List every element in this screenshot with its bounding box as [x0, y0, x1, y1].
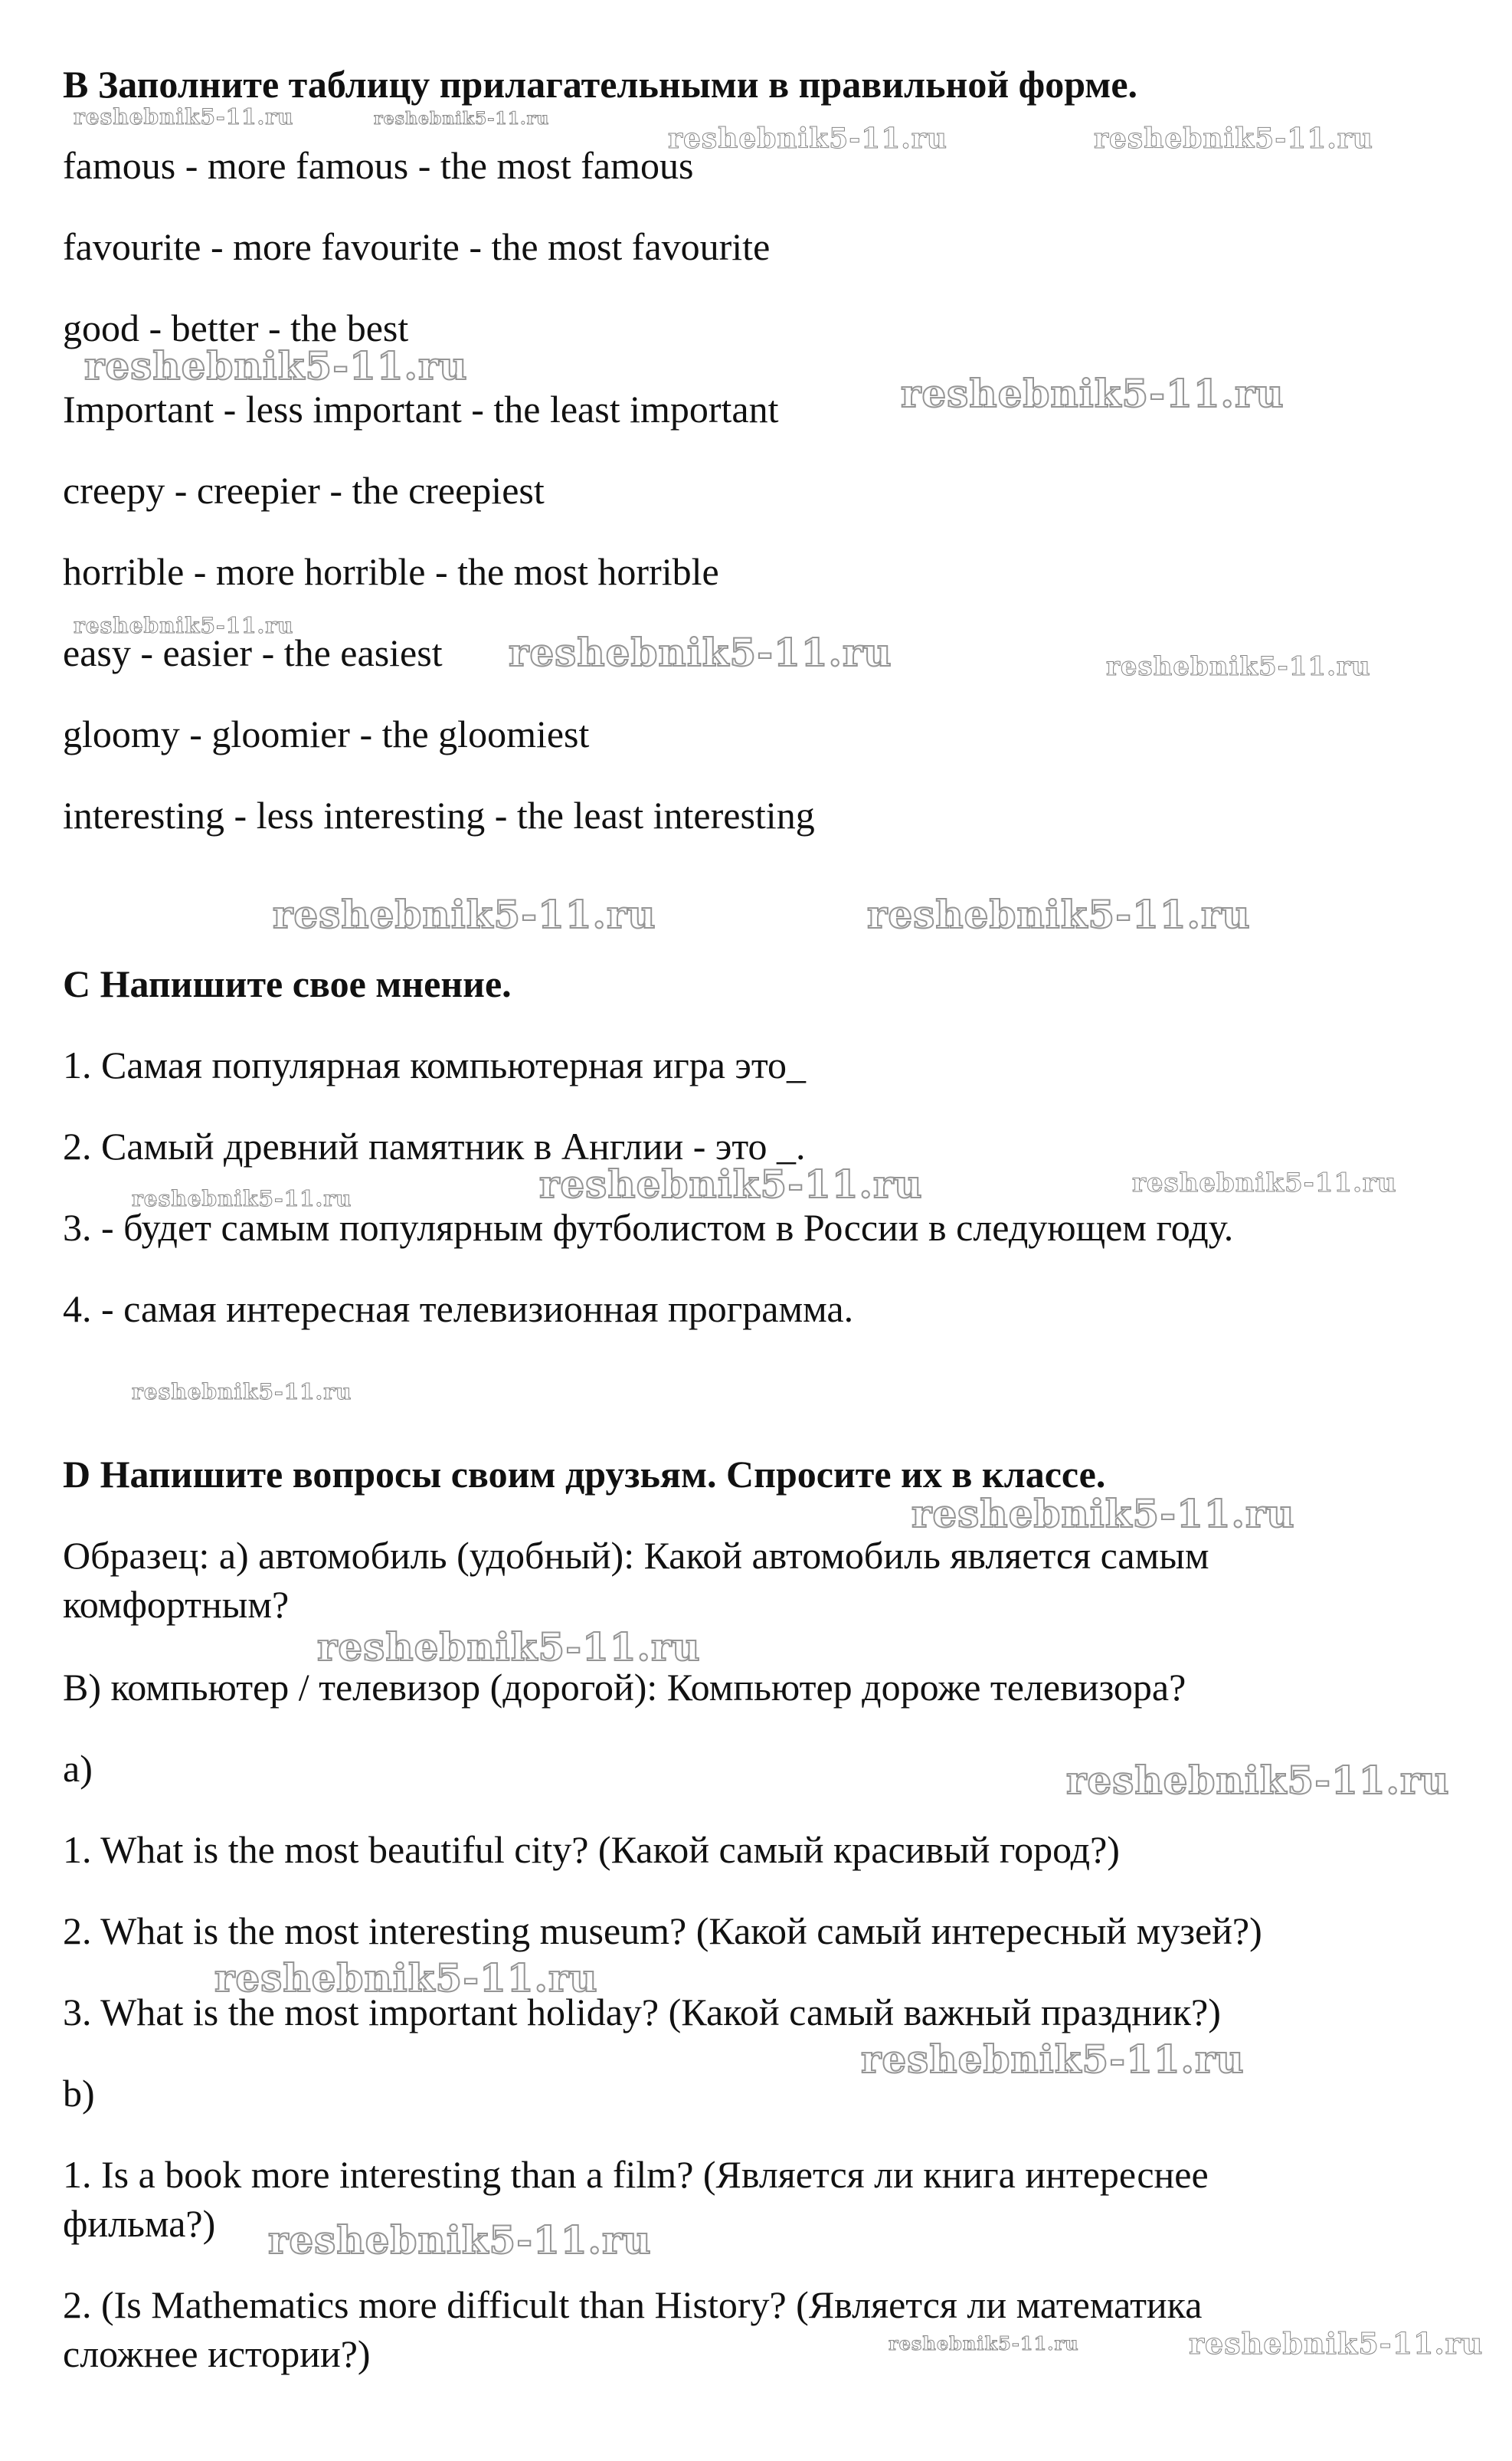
- list-item: 1. Самая популярная компьютерная игра это_: [63, 1044, 807, 1086]
- watermark: reshebnik5-11.ru: [84, 343, 468, 388]
- watermark: reshebnik5-11.ru: [268, 2217, 652, 2263]
- part-a-label: a): [63, 1747, 93, 1790]
- list-item: interesting - less interesting - the least interesting: [63, 794, 815, 837]
- watermark: reshebnik5-11.ru: [1066, 1758, 1450, 1803]
- list-item: Important - less important - the least important: [63, 388, 779, 431]
- part-b-label: b): [63, 2072, 95, 2115]
- watermark: reshebnik5-11.ru: [132, 1379, 352, 1404]
- watermark: reshebnik5-11.ru: [901, 371, 1285, 416]
- watermark: reshebnik5-11.ru: [668, 123, 947, 155]
- section-b-heading: B Заполните таблицу прилагательными в правильной форме.: [63, 63, 1138, 106]
- sample-line: Образец: а) автомобиль (удобный): Какой автомобиль является самым: [63, 1534, 1209, 1577]
- list-item: 1. Is a book more interesting than a film? (Является ли книга интереснее: [63, 2153, 1209, 2196]
- list-item: gloomy - gloomier - the gloomiest: [63, 713, 590, 755]
- section-d-heading: D Напишите вопросы своим друзьям. Спросите их в классе.: [63, 1453, 1106, 1496]
- watermark: reshebnik5-11.ru: [539, 1162, 923, 1207]
- watermark: reshebnik5-11.ru: [273, 892, 656, 937]
- list-item: сложнее истории?): [63, 2332, 371, 2375]
- list-item: good - better - the best: [63, 306, 409, 349]
- list-item: creepy - creepier - the creepiest: [63, 469, 545, 512]
- sample-line: комфортным?: [63, 1583, 290, 1626]
- watermark: reshebnik5-11.ru: [132, 1186, 352, 1211]
- section-c-heading: C Напишите свое мнение.: [63, 962, 512, 1005]
- watermark: reshebnik5-11.ru: [74, 104, 294, 129]
- list-item: 2. Самый древний памятник в Англии - это _.: [63, 1125, 806, 1168]
- list-item: 2. What is the most interesting museum? (Какой самый интересный музей?): [63, 1909, 1262, 1952]
- watermark: reshebnik5-11.ru: [867, 892, 1251, 937]
- watermark: reshebnik5-11.ru: [1189, 2326, 1484, 2361]
- list-item: 3. - будет самым популярным футболистом в России в следующем году.: [63, 1206, 1234, 1249]
- watermark: reshebnik5-11.ru: [889, 2332, 1079, 2354]
- watermark: reshebnik5-11.ru: [1106, 651, 1371, 682]
- list-item: famous - more famous - the most famous: [63, 144, 694, 187]
- watermark: reshebnik5-11.ru: [911, 1491, 1295, 1536]
- list-item: фильма?): [63, 2202, 216, 2245]
- watermark: reshebnik5-11.ru: [1132, 1168, 1397, 1198]
- sample-line: В) компьютер / телевизор (дорогой): Компьютер дороже телевизора?: [63, 1666, 1186, 1709]
- list-item: 1. What is the most beautiful city? (Какой самый красивый город?): [63, 1828, 1120, 1871]
- list-item: favourite - more favourite - the most favourite: [63, 225, 771, 268]
- watermark: reshebnik5-11.ru: [861, 2037, 1245, 2082]
- watermark: reshebnik5-11.ru: [214, 1955, 598, 2001]
- watermark: reshebnik5-11.ru: [374, 109, 550, 129]
- list-item: 4. - самая интересная телевизионная программа.: [63, 1287, 854, 1330]
- watermark: reshebnik5-11.ru: [1094, 123, 1373, 155]
- watermark: reshebnik5-11.ru: [317, 1624, 701, 1670]
- list-item: easy - easier - the easiest: [63, 631, 443, 674]
- list-item: 2. (Is Mathematics more difficult than History? (Является ли математика: [63, 2283, 1203, 2326]
- list-item: 3. What is the most important holiday? (Какой самый важный праздник?): [63, 1991, 1221, 2033]
- list-item: horrible - more horrible - the most horrible: [63, 550, 719, 593]
- watermark: reshebnik5-11.ru: [509, 630, 892, 675]
- watermark: reshebnik5-11.ru: [74, 613, 294, 638]
